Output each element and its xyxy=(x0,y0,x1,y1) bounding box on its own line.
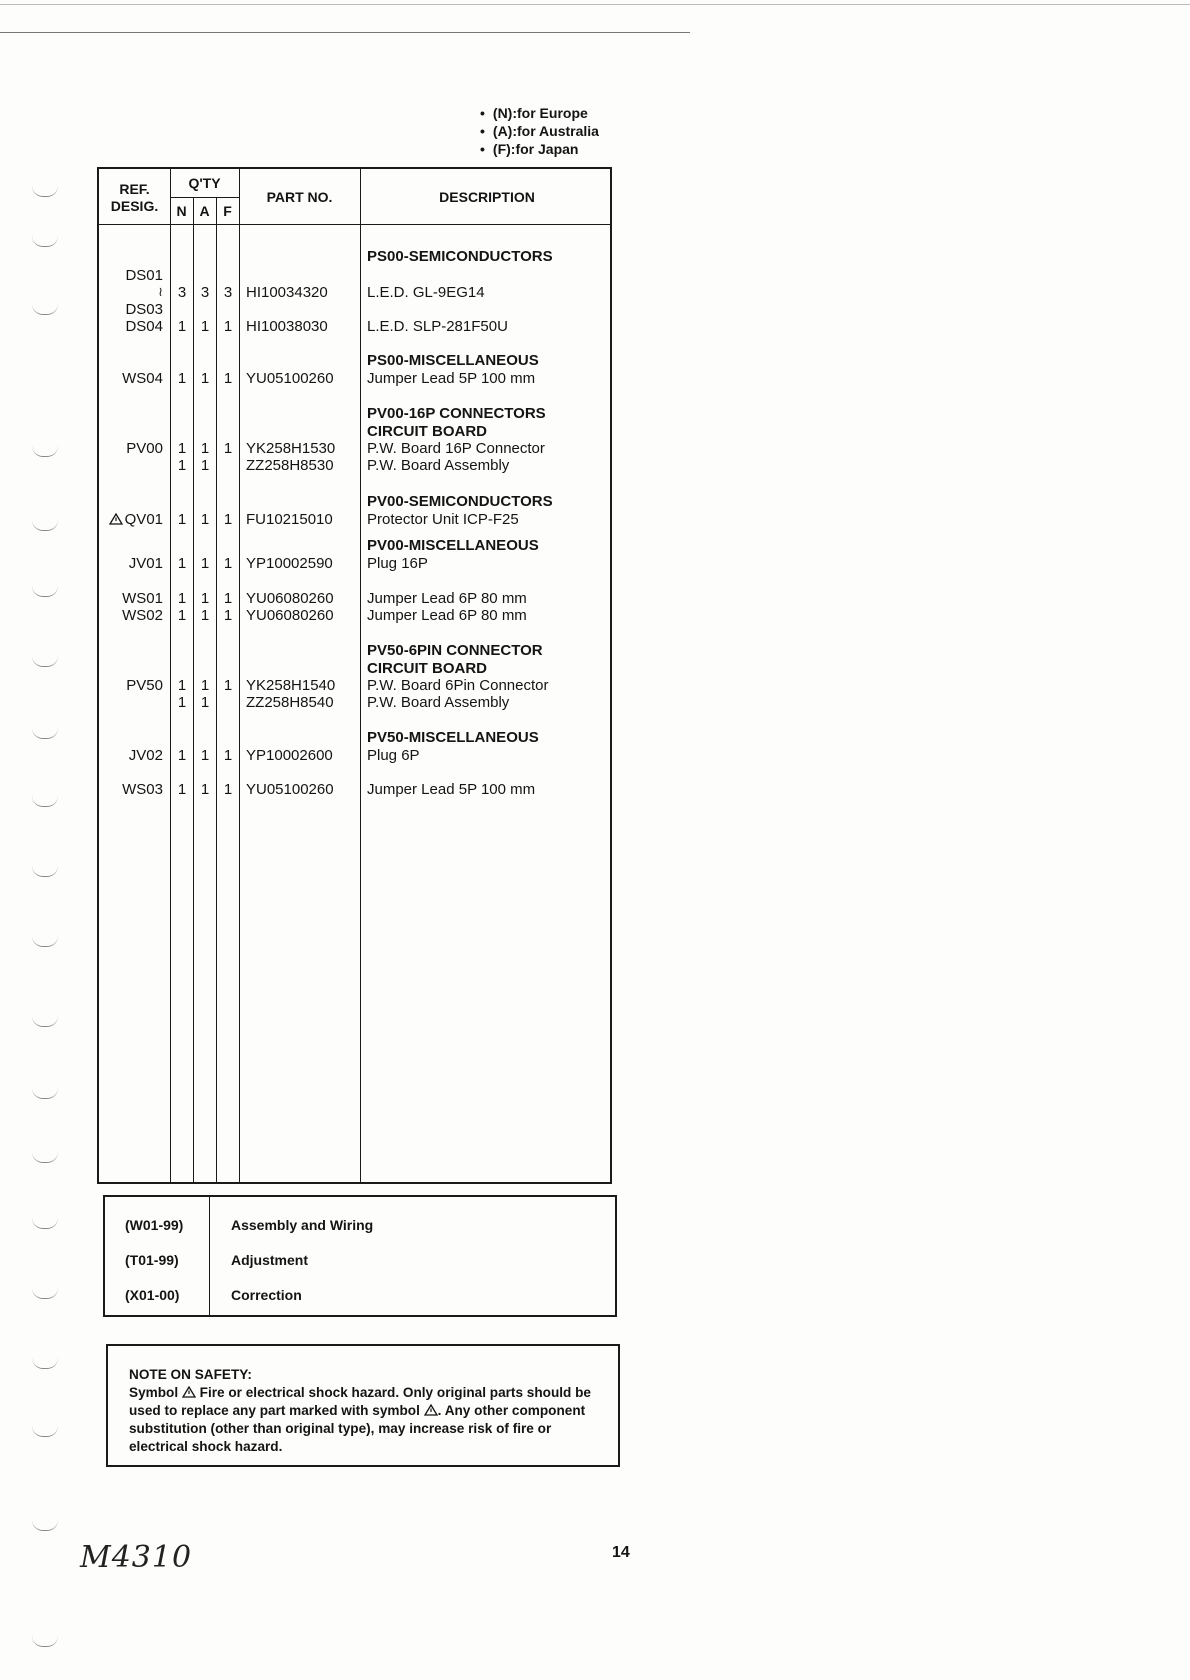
part-description: Plug 16P xyxy=(367,555,428,572)
qty-a: 1 xyxy=(200,694,210,711)
safety-note xyxy=(106,1344,620,1467)
safety-text-part: Symbol xyxy=(129,1385,179,1400)
legend-europe: • (N):for Europe xyxy=(480,104,599,122)
part-description: Jumper Lead 6P 80 mm xyxy=(367,607,527,624)
part-description: L.E.D. SLP-281F50U xyxy=(367,318,508,335)
qty-n: 1 xyxy=(177,318,187,335)
part-description: P.W. Board 6Pin Connector xyxy=(367,677,549,694)
qty-n: 1 xyxy=(177,590,187,607)
region-legend xyxy=(480,104,599,158)
header-n: N xyxy=(176,203,187,219)
qty-a: 1 xyxy=(200,511,210,528)
part-description: Jumper Lead 5P 100 mm xyxy=(367,781,536,798)
qty-a: 1 xyxy=(200,440,210,457)
warning-triangle-icon xyxy=(424,1404,438,1416)
code-description: Adjustment xyxy=(231,1252,308,1268)
qty-a: 1 xyxy=(200,555,210,572)
handwritten-model-number: M4310 xyxy=(80,1540,193,1575)
safety-text xyxy=(129,1384,600,1456)
section-heading: CIRCUIT BOARD xyxy=(367,660,487,677)
legend-australia: • (A):for Australia xyxy=(480,122,599,140)
ref-designator: PV00 xyxy=(126,440,163,457)
part-number: YK258H1530 xyxy=(246,440,336,457)
legend-japan: • (F):for Japan xyxy=(480,140,599,158)
section-heading: PV50-MISCELLANEOUS xyxy=(367,729,539,746)
qty-a: 1 xyxy=(200,747,210,764)
part-number: ZZ258H8540 xyxy=(246,694,334,711)
warning-triangle-icon xyxy=(109,513,123,525)
qty-f: 1 xyxy=(223,677,233,694)
ref-designator: QV01 xyxy=(124,511,163,528)
qty-f: 1 xyxy=(223,607,233,624)
qty-n: 1 xyxy=(177,607,187,624)
code-label: (W01-99) xyxy=(125,1217,184,1233)
qty-f: 1 xyxy=(223,440,233,457)
ref-designator: DS04 xyxy=(125,318,163,335)
part-description: P.W. Board Assembly xyxy=(367,694,510,711)
part-number: YP10002590 xyxy=(246,555,333,572)
qty-n: 1 xyxy=(177,440,187,457)
section-heading: PV50-6PIN CONNECTOR xyxy=(367,642,543,659)
part-number: HI10034320 xyxy=(246,284,328,301)
code-legend-box xyxy=(103,1195,617,1317)
ref-designator: WS03 xyxy=(122,781,163,798)
ref-designator: PV50 xyxy=(126,677,163,694)
qty-a: 1 xyxy=(200,370,210,387)
safety-title: NOTE ON SAFETY: xyxy=(129,1367,252,1382)
header-qty: Q'TY xyxy=(188,175,221,191)
qty-a: 1 xyxy=(200,318,210,335)
qty-f: 1 xyxy=(223,590,233,607)
ref-designator: WS04 xyxy=(122,370,163,387)
part-description: Plug 6P xyxy=(367,747,420,764)
qty-f: 1 xyxy=(223,747,233,764)
part-description: Jumper Lead 5P 100 mm xyxy=(367,370,536,387)
part-description: L.E.D. GL-9EG14 xyxy=(367,284,485,301)
parts-table xyxy=(97,167,612,1184)
part-number: YU06080260 xyxy=(246,607,334,624)
ref-designator: WS01 xyxy=(122,590,163,607)
header-description: DESCRIPTION xyxy=(439,189,535,205)
ref-designator: JV01 xyxy=(128,555,163,572)
qty-n: 1 xyxy=(177,370,187,387)
qty-n: 1 xyxy=(177,747,187,764)
ref-designator: DS03 xyxy=(125,301,163,318)
safety-text-part: . Any other component substitution (other than original type), may increase risk of fire or electrical shock hazard. xyxy=(129,1403,586,1454)
section-heading: PV00-SEMICONDUCTORS xyxy=(367,493,553,510)
section-heading: PV00-MISCELLANEOUS xyxy=(367,537,539,554)
part-number: YP10002600 xyxy=(246,747,333,764)
ref-designator: DS01 xyxy=(125,267,163,284)
qty-a: 3 xyxy=(200,284,210,301)
qty-n: 1 xyxy=(177,457,187,474)
part-number: YU05100260 xyxy=(246,370,334,387)
ref-designator-safety xyxy=(103,511,163,528)
part-description: Protector Unit ICP-F25 xyxy=(367,511,519,528)
qty-n: 1 xyxy=(177,677,187,694)
ref-designator: WS02 xyxy=(122,607,163,624)
section-heading: PV00-16P CONNECTORS xyxy=(367,405,546,422)
qty-n: 1 xyxy=(177,694,187,711)
part-description: P.W. Board 16P Connector xyxy=(367,440,545,457)
part-number: HI10038030 xyxy=(246,318,328,335)
page-number: 14 xyxy=(612,1544,630,1561)
part-description: Jumper Lead 6P 80 mm xyxy=(367,590,527,607)
qty-a: 1 xyxy=(200,607,210,624)
part-number: YU05100260 xyxy=(246,781,334,798)
header-ref-desig xyxy=(99,181,170,215)
header-part-no: PART NO. xyxy=(266,189,333,205)
safety-text-part: Fire or electrical shock hazard. Only original parts should be used to replace any part marked with symbol xyxy=(129,1385,591,1418)
qty-a: 1 xyxy=(200,677,210,694)
ref-designator: JV02 xyxy=(128,747,163,764)
part-number: YU06080260 xyxy=(246,590,334,607)
qty-n: 1 xyxy=(177,555,187,572)
qty-f: 1 xyxy=(223,318,233,335)
qty-f: 3 xyxy=(223,284,233,301)
part-number: FU10215010 xyxy=(246,511,333,528)
qty-f: 1 xyxy=(223,555,233,572)
code-description: Assembly and Wiring xyxy=(231,1217,374,1233)
part-description: P.W. Board Assembly xyxy=(367,457,510,474)
header-a: A xyxy=(199,203,210,219)
qty-a: 1 xyxy=(200,457,210,474)
header-desig: DESIG. xyxy=(110,198,159,214)
section-heading: CIRCUIT BOARD xyxy=(367,423,487,440)
qty-a: 1 xyxy=(200,781,210,798)
header-ref: REF. xyxy=(119,181,150,197)
qty-a: 1 xyxy=(200,590,210,607)
code-label: (T01-99) xyxy=(125,1252,179,1268)
qty-f: 1 xyxy=(223,370,233,387)
part-number: ZZ258H8530 xyxy=(246,457,334,474)
qty-n: 3 xyxy=(177,284,187,301)
code-description: Correction xyxy=(231,1287,302,1303)
header-f: F xyxy=(223,203,232,219)
qty-f: 1 xyxy=(223,781,233,798)
qty-n: 1 xyxy=(177,511,187,528)
qty-f: 1 xyxy=(223,511,233,528)
part-number: YK258H1540 xyxy=(246,677,336,694)
code-label: (X01-00) xyxy=(125,1287,180,1303)
warning-triangle-icon xyxy=(182,1386,196,1398)
section-heading: PS00-SEMICONDUCTORS xyxy=(367,248,553,265)
qty-n: 1 xyxy=(177,781,187,798)
ref-range-mark: ≀ xyxy=(158,284,163,299)
section-heading: PS00-MISCELLANEOUS xyxy=(367,352,539,369)
